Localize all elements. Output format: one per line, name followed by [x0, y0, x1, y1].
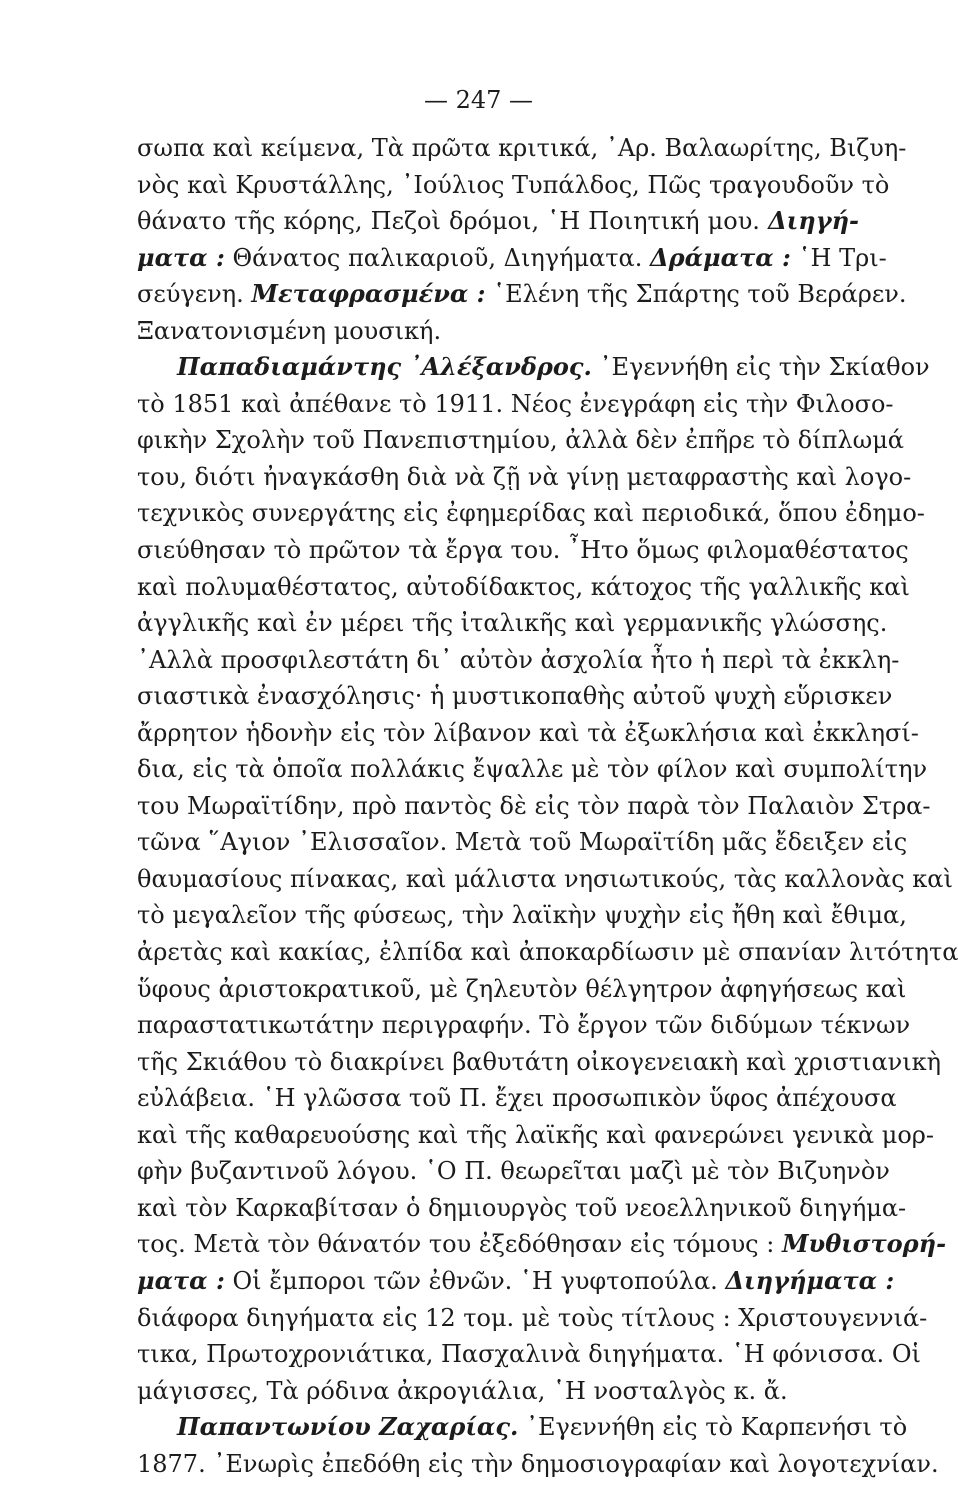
text-line	[137, 751, 928, 788]
text-run: νὸς καὶ Κρυστάλλης, ᾿Ιούλιος Τυπάλδος, Πῶς τραγουδοῦν τὸ	[137, 170, 890, 199]
text-line	[137, 422, 905, 459]
emphasis-text: Μυθιστορή-	[781, 1229, 947, 1259]
text-line	[137, 1409, 908, 1446]
text-line	[137, 1044, 942, 1081]
text-run: Θάνατος παλικαριοῦ, Διηγήματα.	[224, 243, 650, 272]
text-line	[137, 1190, 907, 1227]
text-line	[137, 824, 908, 861]
text-run: ᾿Εγεννήθη εἰς τὸ Καρπενήσι τὸ	[518, 1413, 908, 1442]
text-run: δια, εἰς τὰ ὁποῖα πολλάκις ἔψαλλε μὲ τὸν φίλον καὶ συμπολίτην	[137, 755, 928, 784]
text-line	[137, 1300, 928, 1337]
text-line	[137, 605, 888, 642]
text-line	[137, 386, 894, 423]
text-run: φὴν βυζαντινοῦ λόγου. ῾Ο Π. θεωρεῖται μαζὶ μὲ τὸν Βιζυηνὸν	[137, 1157, 890, 1186]
text-line	[137, 715, 919, 752]
text-run: ῾Ελένη τῆς Σπάρτης τοῦ Βεράρεν.	[485, 280, 907, 309]
text-line	[137, 1080, 897, 1117]
text-run: διάφορα διηγήματα εἰς 12 τομ. μὲ τοὺς τίτλους : Χριστουγεννιά-	[137, 1303, 928, 1332]
text-line	[137, 1153, 890, 1190]
text-line	[137, 1226, 947, 1263]
text-line	[137, 1117, 934, 1154]
text-line	[137, 788, 931, 825]
text-line	[137, 167, 890, 204]
text-line	[137, 897, 907, 934]
text-run: θάνατο τῆς κόρης, Πεζοὶ δρόμοι, ῾Η Ποιητική μου.	[137, 207, 769, 236]
text-line	[137, 642, 900, 679]
text-run: σωπα καὶ κείμενα, Τὰ πρῶτα κριτικά, ᾿Αρ. Βαλαωρίτης, Βιζυη-	[137, 134, 907, 162]
text-line	[137, 1336, 921, 1373]
text-line	[137, 130, 907, 167]
text-run: τὸ 1851 καὶ ἀπέθανε τὸ 1911. Νέος ἐνεγράφη εἰς τὴν Φιλοσο-	[137, 389, 894, 418]
text-run: ᾿Εγεννήθη εἰς τὴν Σκίαθον	[591, 353, 930, 382]
emphasis-text: Διηγή-	[768, 206, 859, 236]
text-line	[137, 971, 907, 1008]
text-line	[137, 459, 912, 496]
text-line	[137, 1007, 911, 1044]
emphasis-text: Παπαντωνίου Ζαχαρίας.	[177, 1412, 519, 1442]
text-run: του, διότι ἠναγκάσθη διὰ νὰ ζῇ νὰ γίνῃ μεταφραστὴς καὶ λογο-	[137, 462, 912, 491]
body-text	[137, 130, 958, 1482]
text-run: του Μωραϊτίδην, πρὸ παντὸς δὲ εἰς τὸν παρὰ τὸν Παλαιὸν Στρα-	[137, 791, 931, 820]
text-run: Οἱ ἔμποροι τῶν ἐθνῶν. ῾Η γυφτοπούλα.	[224, 1266, 726, 1295]
text-run: τικα, Πρωτοχρονιάτικα, Πασχαλινὰ διηγήματα. ῾Η φόνισσα. Οἱ	[137, 1340, 921, 1369]
page-number: — 247 —	[423, 86, 534, 114]
text-run: θαυμασίους πίνακας, καὶ μάλιστα νησιωτικούς, τὰς καλλονὰς καὶ	[137, 864, 953, 893]
text-run: τῶνα ῞Αγιον ᾿Ελισσαῖον. Μετὰ τοῦ Μωραϊτίδη μᾶς ἔδειξεν εἰς	[137, 828, 908, 857]
text-run: ᾿Αλλὰ προσφιλεστάτη δι᾿ αὐτὸν ἀσχολία ἦτο ἡ περὶ τὰ ἐκκλη-	[137, 645, 900, 674]
emphasis-text: ματα :	[137, 1265, 225, 1295]
text-run: ῾Η Τρι-	[790, 243, 887, 272]
text-line	[137, 532, 909, 569]
text-run: σιεύθησαν τὸ πρῶτον τὰ ἔργα του. ῏Ητο ὅμως φιλομαθέστατος	[137, 536, 909, 565]
text-run: σεύγενη.	[137, 280, 252, 309]
text-run: φικὴν Σχολὴν τοῦ Πανεπιστημίου, ἀλλὰ δὲν ἐπῆρε τὸ δίπλωμά	[137, 426, 905, 455]
text-run: τος. Μετὰ τὸν θάνατόν του ἐξεδόθησαν εἰς τόμους :	[137, 1230, 782, 1259]
text-line	[137, 203, 859, 240]
text-run: παραστατικωτάτην περιγραφήν. Τὸ ἔργον τῶν διδύμων τέκνων	[137, 1011, 911, 1040]
text-run: ἀγγλικῆς καὶ ἐν μέρει τῆς ἰταλικῆς καὶ γερμανικῆς γλώσσης.	[137, 609, 888, 638]
text-run: τεχνικὸς συνεργάτης εἰς ἐφημερίδας καὶ περιοδικά, ὅπου ἐδημο-	[137, 499, 925, 528]
text-run: 1877. ᾿Ενωρὶς ἐπεδόθη εἰς τὴν δημοσιογραφίαν καὶ λογοτεχνίαν.	[137, 1449, 939, 1478]
text-run: ὕφους ἀριστοκρατικοῦ, μὲ ζηλευτὸν θέλγητρον ἀφηγήσεως καὶ	[137, 974, 907, 1003]
text-line	[137, 569, 910, 606]
text-run: ἄρρητον ἡδονὴν εἰς τὸν λίβανον καὶ τὰ ἐξωκλήσια καὶ ἐκκλησί-	[137, 718, 919, 747]
text-line	[137, 1446, 939, 1483]
emphasis-text: Διηγήματα :	[725, 1265, 895, 1295]
text-line	[137, 1373, 859, 1410]
text-line	[137, 495, 925, 532]
text-run: ἀρετὰς καὶ κακίας, ἐλπίδα καὶ ἀποκαρδίωσιν μὲ σπανίαν λιτότητα	[137, 938, 958, 967]
emphasis-text: Μεταφρασμένα :	[251, 279, 486, 309]
text-line	[137, 313, 859, 350]
emphasis-text: Παπαδιαμάντης ᾿Αλέξανδρος.	[177, 352, 592, 382]
text-line	[137, 240, 887, 277]
text-run: καὶ πολυμαθέστατος, αὐτοδίδακτος, κάτοχος τῆς γαλλικῆς καὶ	[137, 572, 910, 601]
text-run: τὸ μεγαλεῖον τῆς φύσεως, τὴν λαϊκὴν ψυχὴν εἰς ἤθη καὶ ἔθιμα,	[137, 901, 907, 930]
text-line	[137, 1263, 895, 1300]
text-run: εὐλάβεια. ῾Η γλῶσσα τοῦ Π. ἔχει προσωπικὸν ὕφος ἀπέχουσα	[137, 1084, 897, 1113]
text-run: σιαστικὰ ἐνασχόλησις· ἡ μυστικοπαθὴς αὐτοῦ ψυχὴ εὕρισκεν	[137, 682, 893, 711]
text-run: καὶ τῆς καθαρευούσης καὶ τῆς λαϊκῆς καὶ φανερώνει γενικὰ μορ-	[137, 1120, 934, 1149]
text-run: καὶ τὸν Καρκαβίτσαν ὁ δημιουργὸς τοῦ νεοελληνικοῦ διηγήμα-	[137, 1193, 907, 1222]
emphasis-text: ματα :	[137, 242, 225, 272]
text-line	[137, 349, 930, 386]
text-line	[137, 276, 907, 313]
emphasis-text: Δράματα :	[650, 242, 791, 272]
text-line	[137, 678, 893, 715]
text-run: τῆς Σκιάθου τὸ διακρίνει βαθυτάτη οἰκογενειακὴ καὶ χριστιανικὴ	[137, 1047, 942, 1076]
text-line	[137, 861, 953, 898]
text-run: μάγισσες, Τὰ ρόδινα ἀκρογιάλια, ῾Η νοσταλγὸς κ. ἄ.	[137, 1376, 788, 1405]
text-line	[137, 934, 958, 971]
text-run: Ξανατονισμένη μουσική.	[137, 316, 442, 345]
